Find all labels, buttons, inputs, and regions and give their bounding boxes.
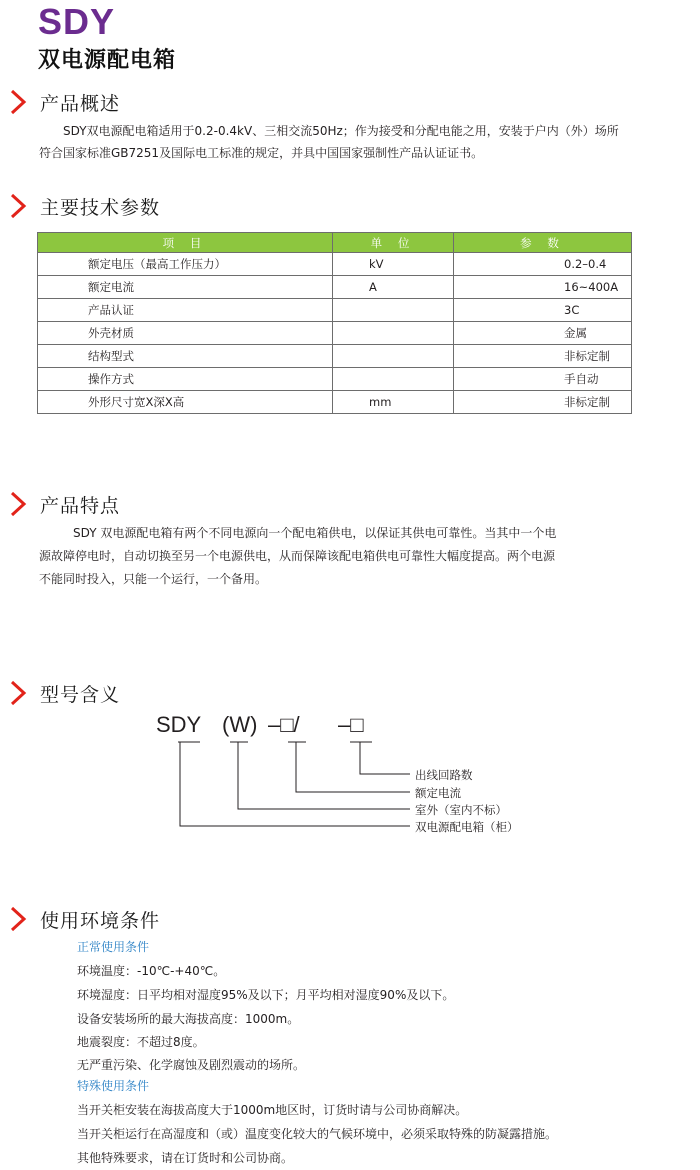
table-cell: 额定电流 xyxy=(38,276,333,299)
section-title: 型号含义 xyxy=(40,683,121,706)
table-cell xyxy=(333,299,454,322)
section-heading-environment xyxy=(8,905,160,933)
section-heading-overview xyxy=(8,88,120,116)
normal-conditions-heading: 正常使用条件 xyxy=(77,940,150,954)
features-line-3: 不能同时投入，只能一个运行，一个备用。 xyxy=(39,572,268,586)
special-condition-item: 当开关柜运行在高湿度和（或）温度变化较大的气候环境中，必须采取特殊的防凝露措施。 xyxy=(77,1127,558,1141)
normal-condition-item: 环境湿度：日平均相对湿度95%及以下；月平均相对湿度90%及以下。 xyxy=(77,988,455,1002)
features-line-2: 源故障停电时，自动切换至另一个电源供电，从而保障该配电箱供电可靠性大幅度提高。两个电源 xyxy=(39,549,556,563)
chevron-right-icon xyxy=(8,192,30,220)
table-cell: 3C xyxy=(454,299,632,322)
normal-condition-item: 无严重污染、化学腐蚀及剧烈震动的场所。 xyxy=(77,1058,306,1072)
table-cell: 非标定制 xyxy=(454,345,632,368)
table-cell: 操作方式 xyxy=(38,368,333,391)
chevron-right-icon xyxy=(8,679,30,707)
special-conditions-heading: 特殊使用条件 xyxy=(77,1079,150,1093)
model-code-current: –□/ xyxy=(268,712,300,737)
model-code-series: SDY xyxy=(156,712,202,737)
table-row xyxy=(38,276,632,299)
table-row xyxy=(38,322,632,345)
section-heading-features xyxy=(8,490,120,518)
spec-table xyxy=(37,232,632,414)
table-cell: 额定电压（最高工作压力） xyxy=(38,253,333,276)
normal-condition-item: 地震裂度：不超过8度。 xyxy=(77,1035,205,1049)
chevron-right-icon xyxy=(8,905,30,933)
model-label-circuits: 出线回路数 xyxy=(415,768,473,782)
table-row xyxy=(38,391,632,414)
normal-condition-item: 环境温度：-10℃-+40℃。 xyxy=(77,964,226,978)
special-condition-item: 其他特殊要求，请在订货时和公司协商。 xyxy=(77,1151,294,1165)
table-cell: A xyxy=(333,276,454,299)
section-heading-model xyxy=(8,679,120,707)
model-label-outdoor: 室外（室内不标） xyxy=(415,803,507,817)
table-cell: mm xyxy=(333,391,454,414)
table-cell xyxy=(333,345,454,368)
brand-logo: SDY xyxy=(38,1,116,42)
table-cell xyxy=(333,322,454,345)
model-code-circuits: –□ xyxy=(338,712,364,737)
table-cell: kV xyxy=(333,253,454,276)
section-title: 主要技术参数 xyxy=(40,196,161,219)
model-code-outdoor: (W) xyxy=(222,712,258,737)
table-row xyxy=(38,345,632,368)
chevron-right-icon xyxy=(8,490,30,518)
chevron-right-icon xyxy=(8,88,30,116)
table-row xyxy=(38,299,632,322)
features-line-1: SDY 双电源配电箱有两个不同电源向一个配电箱供电，以保证其供电可靠性。当其中一个电 xyxy=(73,526,557,540)
table-cell: 外形尺寸宽X深X高 xyxy=(38,391,333,414)
model-label-series: 双电源配电箱（柜） xyxy=(415,820,519,834)
section-title: 产品特点 xyxy=(40,494,121,517)
overview-line-1: SDY双电源配电箱适用于0.2-0.4kV、三相交流50Hz；作为接受和分配电能之用，安装于户内（外）场所 xyxy=(63,124,619,138)
table-cell: 16~400A xyxy=(454,276,632,299)
column-header: 项 目 xyxy=(38,233,333,253)
table-header-row xyxy=(38,233,632,253)
table-cell: 0.2–0.4 xyxy=(454,253,632,276)
table-cell: 手自动 xyxy=(454,368,632,391)
table-row xyxy=(38,368,632,391)
special-condition-item: 当开关柜安装在海拔高度大于1000m地区时，订货时请与公司协商解决。 xyxy=(77,1103,468,1117)
table-cell: 非标定制 xyxy=(454,391,632,414)
overview-line-2: 符合国家标准GB7251及国际电工标准的规定，并具中国国家强制性产品认证证书。 xyxy=(39,146,484,160)
table-cell: 金属 xyxy=(454,322,632,345)
table-cell: 产品认证 xyxy=(38,299,333,322)
section-title: 产品概述 xyxy=(40,92,121,115)
table-cell: 结构型式 xyxy=(38,345,333,368)
model-code-diagram xyxy=(150,712,570,842)
table-cell: 外壳材质 xyxy=(38,322,333,345)
normal-condition-item: 设备安装场所的最大海拔高度：1000m。 xyxy=(77,1012,300,1026)
product-title: 双电源配电箱 xyxy=(38,48,177,73)
column-header: 单 位 xyxy=(333,233,454,253)
table-cell xyxy=(333,368,454,391)
section-heading-params xyxy=(8,192,160,220)
model-label-current: 额定电流 xyxy=(415,786,461,800)
column-header: 参 数 xyxy=(454,233,632,253)
section-title: 使用环境条件 xyxy=(40,909,161,932)
table-row xyxy=(38,253,632,276)
